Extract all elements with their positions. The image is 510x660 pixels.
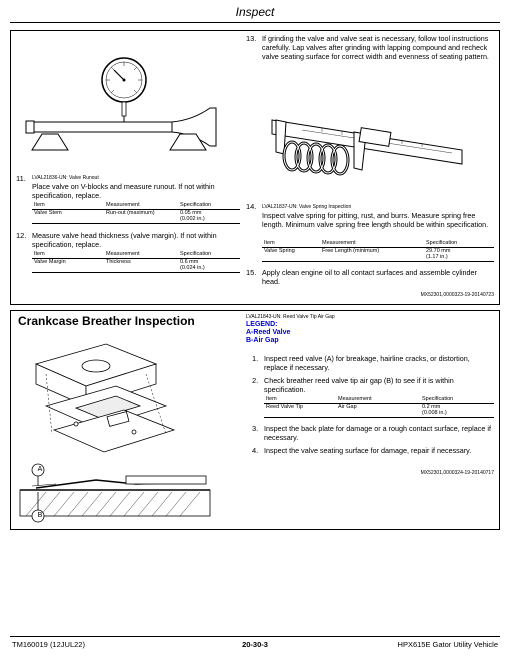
valve-runout-figure: [18, 50, 238, 168]
table-header: Measurement: [336, 396, 420, 403]
table-header-row: [32, 202, 240, 209]
step14-text: Inspect valve spring for pitting, rust, and burrs. Measure spring free length. Minimum valve spring free length should be within specification.: [262, 211, 489, 229]
header-rule: [10, 22, 500, 23]
step4-text: Inspect the valve seating surface for damage, repair if necessary.: [264, 446, 472, 455]
table-header: Measurement: [320, 240, 424, 247]
figure1-caption: LVAL21836-UN: Valve Runout: [32, 175, 99, 181]
section-title: Crankcase Breather Inspection: [18, 314, 195, 328]
spec-imperial: (0.024 in.): [180, 265, 205, 271]
spec-imperial: (1.17 in.): [426, 254, 448, 260]
step1-text: Inspect reed valve (A) for breakage, hairline cracks, or distortion, replace if necessary.: [264, 354, 470, 372]
table-cell: [178, 209, 240, 223]
footer-doc-id: TM160019 (12JUL22): [12, 640, 85, 649]
table-cell: [420, 403, 494, 417]
table-cell: [424, 247, 494, 261]
table-row: [32, 258, 240, 272]
footer-vehicle-name: HPX615E Gator Utility Vehicle: [397, 640, 498, 649]
table-header: Specification: [178, 202, 240, 209]
table-header: Specification: [420, 396, 494, 403]
step3-number: 3.: [252, 424, 259, 433]
reed-valve-spec-table: [264, 396, 494, 418]
figure2-caption: LVAL21837-UN: Valve Spring Inspection: [262, 204, 352, 210]
step4-number: 4.: [252, 446, 259, 455]
step13-text: If grinding the valve and valve seat is necessary, follow tool instructions carefully. Lap valves after grinding with lapping compound and recheck valve seating surface for correct width and evenness of seating pattern.: [262, 34, 489, 61]
section2-reference: MX52301,0000324-19-20140717: [420, 470, 494, 476]
valve-stem-spec-table: [32, 202, 240, 224]
valve-margin-spec-table: [32, 251, 240, 273]
spec-metric: 0.6 mm: [180, 258, 199, 265]
table-header: Measurement: [104, 202, 178, 209]
spec-imperial: (0.002 in.): [180, 216, 205, 222]
callout-b-label: B: [37, 512, 43, 519]
step12-text: Measure valve head thickness (valve margin). If not within specification, replace.: [32, 231, 217, 249]
table-header-row: [262, 240, 494, 247]
step12-number: 12.: [16, 231, 27, 240]
step15-text: Apply clean engine oil to all contact surfaces and assemble cylinder head.: [262, 268, 477, 286]
table-cell: Run-out (maximum): [104, 209, 178, 223]
reed-valve-figure: [16, 334, 238, 524]
table-row: [262, 247, 494, 261]
table-cell: Reed Valve Tip: [264, 403, 336, 417]
spec-metric: 0.05 mm: [180, 209, 202, 216]
table-header-row: [32, 251, 240, 258]
legend-item-a: A-Reed Valve: [246, 329, 291, 336]
figure3-caption: LVAL21843-UN: Reed Valve Tip Air Gap: [246, 314, 335, 320]
footer-page-number: 20-30-3: [242, 640, 268, 649]
step3-text: Inspect the back plate for damage or a rough contact surface, replace if necessary.: [264, 424, 491, 442]
legend-title: LEGEND:: [246, 321, 278, 328]
footer-rule: [10, 636, 500, 637]
section1-reference: MX52301,0000323-19-20140723: [420, 292, 494, 298]
step13-number: 13.: [246, 34, 257, 43]
table-cell: [178, 258, 240, 272]
table-header: Item: [32, 202, 104, 209]
table-cell: Valve Stem: [32, 209, 104, 223]
table-header: Measurement: [104, 251, 178, 258]
spec-imperial: (0.008 in.): [422, 410, 447, 416]
spec-metric: 29.70 mm: [426, 247, 451, 254]
step1-number: 1.: [252, 354, 259, 363]
callout-a-label: A: [37, 466, 43, 473]
table-header-row: [264, 396, 494, 403]
step14-number: 14.: [246, 202, 257, 211]
step11-text: Place valve on V-blocks and measure runout. If not within specification, replace.: [32, 182, 215, 200]
valve-spring-spec-table: [262, 240, 494, 262]
spec-metric: 0.2 mm: [422, 403, 441, 410]
table-header: Specification: [424, 240, 494, 247]
table-cell: Valve Margin: [32, 258, 104, 272]
table-cell: Thickness: [104, 258, 178, 272]
table-header: Item: [32, 251, 104, 258]
table-cell: Valve Spring: [262, 247, 320, 261]
step2-text: Check breather reed valve tip air gap (B) to see if it is within specification.: [264, 376, 454, 394]
step15-number: 15.: [246, 268, 257, 277]
legend-item-b: B-Air Gap: [246, 337, 279, 344]
valve-spring-figure: [262, 90, 478, 194]
step11-number: 11.: [16, 174, 26, 183]
table-cell: Free Length (minimum): [320, 247, 424, 261]
table-header: Specification: [178, 251, 240, 258]
table-row: [264, 403, 494, 417]
table-header: Item: [262, 240, 320, 247]
page-header: [0, 0, 510, 24]
table-cell: Air Gap: [336, 403, 420, 417]
table-header: Item: [264, 396, 336, 403]
table-row: [32, 209, 240, 223]
page-header-title: Inspect: [235, 5, 275, 19]
step2-number: 2.: [252, 376, 259, 385]
